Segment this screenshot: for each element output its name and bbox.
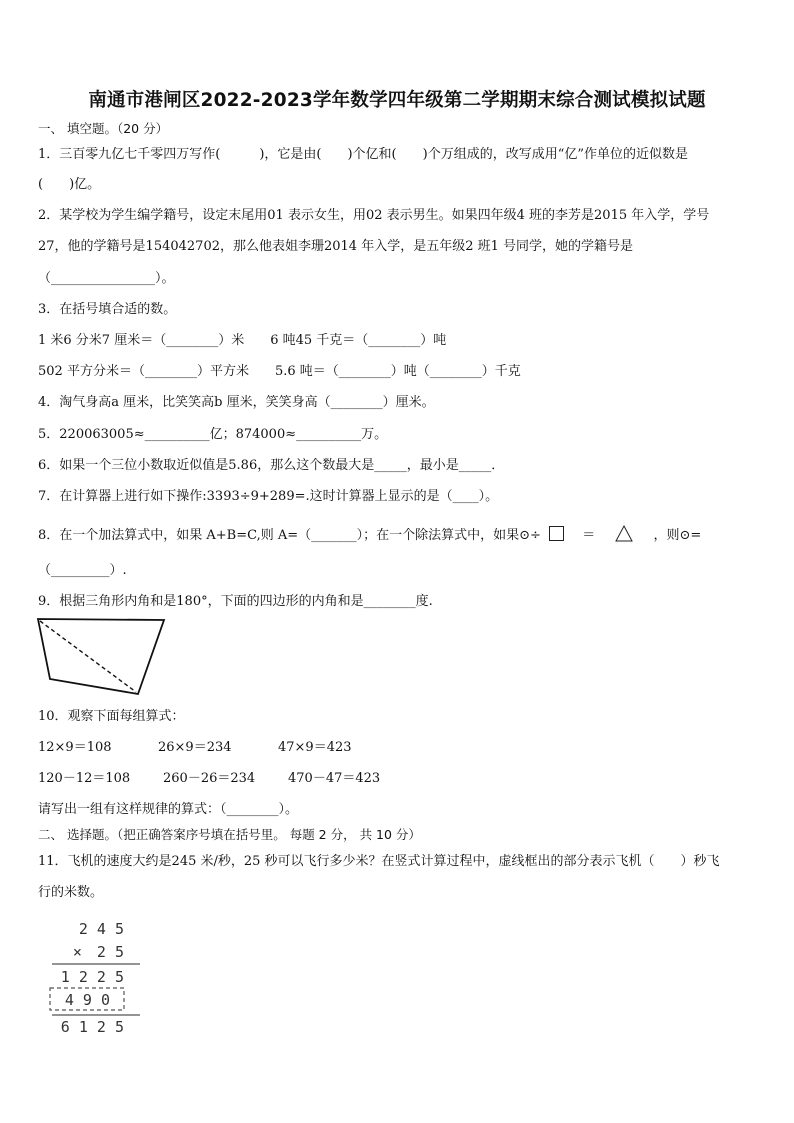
question-2-line-3: （________________）。 (38, 271, 175, 286)
equals-sign: ＝ (582, 528, 596, 543)
question-11-line-1: 11．飞机的速度大约是245 米/秒，25 秒可以飞行多少米？在竖式计算过程中，虚线框出的部分表示飞机（ ）秒飞 (38, 854, 720, 869)
equation-1: 12×9＝108 (38, 740, 112, 755)
question-8-line-1 (38, 525, 701, 547)
question-9: 9．根据三角形内角和是180°，下面的四边形的内角和是________度. (38, 594, 433, 609)
question-10-line-4: 请写出一组有这样规律的算式：（________）。 (38, 802, 299, 817)
calc-partial-product-1: 1 2 2 5 (60, 968, 124, 986)
calc-multiplicand: 2 4 5 (78, 920, 124, 938)
quadrilateral-figure (36, 617, 170, 699)
question-8-line-2: （_________）. (38, 563, 127, 578)
triangle-shape-icon (615, 525, 633, 547)
section-heading-fill-in: 一、 填空题。（20 分） (38, 121, 169, 136)
question-6: 6．如果一个三位小数取近似值是5.86，那么这个数最大是_____，最小是_____． (38, 458, 505, 473)
question-2-line-2: 27，他的学籍号是154042702，那么他表姐李珊2014 年入学，是五年级2 班1 号同学，她的学籍号是 (38, 239, 634, 254)
vertical-multiplication (40, 918, 150, 1036)
question-7: 7．在计算器上进行如下操作:3393÷9+289=.这时计算器上显示的是（____）。 (38, 489, 499, 504)
question-11-line-2: 行的米数。 (38, 885, 104, 900)
equation-2: 26×9＝234 (158, 740, 232, 755)
question-8-text-a: 8．在一个加法算式中，如果 A+B=C,则 A=（_______）；在一个除法算式中，如果⊙÷ (38, 528, 541, 543)
question-4: 4．淘气身高a 厘米，比笑笑高b 厘米，笑笑身高（________）厘米。 (38, 395, 435, 410)
question-10-line-1: 10．观察下面每组算式： (38, 709, 185, 724)
equation-3: 47×9＝423 (278, 740, 352, 755)
question-3-line-2: 1 米6 分米7 厘米＝（________）米 6 吨45 千克＝（________）吨 (38, 333, 447, 348)
equation-4: 120－12＝108 (38, 771, 131, 786)
page-title: 南通市港闸区2022-2023学年数学四年级第二学期期末综合测试模拟试题 (88, 90, 706, 111)
calc-multiplier: × 2 5 (72, 943, 124, 961)
question-8-text-c: ，则⊙= (653, 528, 702, 543)
question-5: 5．220063005≈__________亿；874000≈__________万。 (38, 427, 388, 442)
question-3-line-3: 502 平方分米＝（________）平方米 5.6 吨＝（________）吨（________）千克 (38, 364, 521, 379)
question-1-line-2: ( )亿。 (38, 177, 101, 192)
calc-product: 6 1 2 5 (60, 1018, 124, 1036)
square-shape-icon (549, 526, 564, 541)
equation-6: 470－47＝423 (288, 771, 381, 786)
question-1-line-1: 1．三百零九亿七千零四万写作( )，它是由( )个亿和( )个万组成的，改写成用“亿”作单位的近似数是 (38, 147, 688, 162)
calc-partial-product-2: 4 9 0 (64, 991, 110, 1009)
question-2-line-1: 2．某学校为学生编学籍号，设定末尾用01 表示女生，用02 表示男生。如果四年级4 班的李芳是2015 年入学，学号 (38, 208, 710, 223)
question-3-line-1: 3．在括号填合适的数。 (38, 302, 177, 317)
equation-5: 260－26＝234 (163, 771, 256, 786)
section-heading-multiple-choice: 二、 选择题。（把正确答案序号填在括号里。 每题 2 分， 共 10 分） (38, 827, 421, 842)
